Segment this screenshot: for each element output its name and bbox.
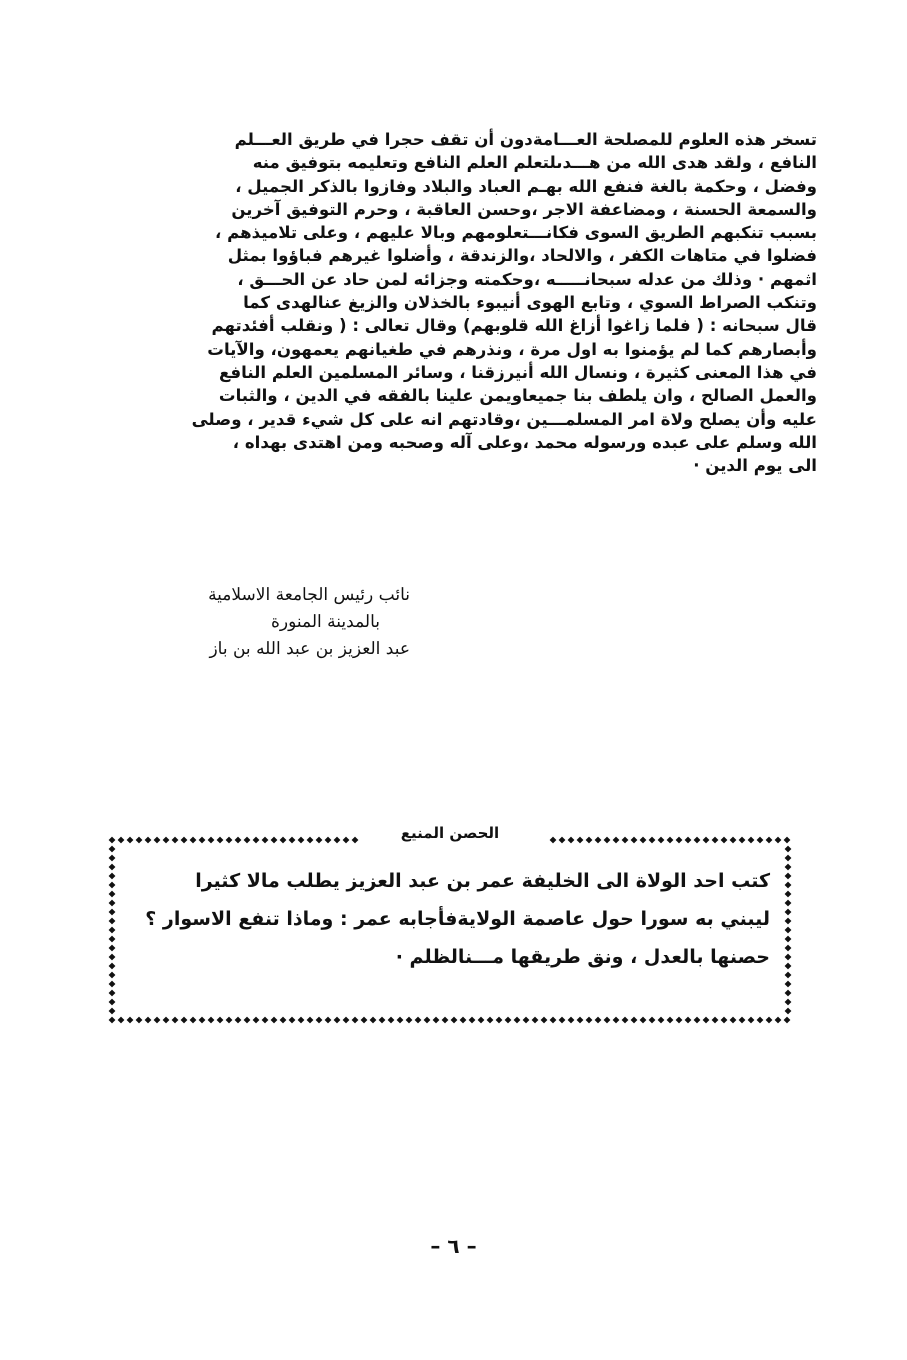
- box-line: حصنها بالعدل ، ونق طريقها مـــنالظلم ·: [395, 946, 770, 968]
- border-diamond: [775, 1017, 782, 1024]
- border-diamond: [109, 963, 116, 970]
- border-diamond: [541, 1017, 548, 1024]
- border-diamond: [550, 1017, 557, 1024]
- paragraph-line: والعمل الصالح ، وان يلطف بنا جميعاويمن علينا بالفقه في الدين ، والثبات: [218, 386, 817, 406]
- paragraph-line: الله وسلم على عبده ورسوله محمد ،وعلى آله وصحبه ومن اهتدى بهداه ،: [232, 432, 817, 452]
- border-diamond: [109, 891, 116, 898]
- main-paragraph: [82, 128, 817, 477]
- paragraph-line: الى يوم الدين ·: [693, 456, 817, 476]
- border-diamond: [154, 1017, 161, 1024]
- border-diamond: [785, 873, 792, 880]
- border-diamond: [785, 954, 792, 961]
- border-diamond: [514, 1017, 521, 1024]
- paragraph-line: تسخر هذه العلوم للمصلحة العـــامةدون أن تقف حجرا في طريق العـــلم: [234, 130, 817, 149]
- border-diamond: [109, 936, 116, 943]
- border-diamond: [523, 1017, 530, 1024]
- border-diamond: [316, 1017, 323, 1024]
- border-diamond: [676, 1017, 683, 1024]
- border-diamond: [109, 909, 116, 916]
- border-diamond: [649, 1017, 656, 1024]
- border-diamond: [244, 1017, 251, 1024]
- border-diamond: [667, 1017, 674, 1024]
- border-diamond: [388, 1017, 395, 1024]
- box-title: [108, 824, 792, 842]
- border-diamond: [785, 999, 792, 1006]
- border-diamond: [109, 1017, 116, 1024]
- border-diamond: [496, 1017, 503, 1024]
- border-diamond: [622, 1017, 629, 1024]
- boxed-anecdote: [108, 824, 792, 1024]
- page-number: – ٦ –: [430, 1234, 477, 1258]
- border-diamond: [730, 1017, 737, 1024]
- box-line: ليبني به سورا حول عاصمة الولايةفأجابه عمر : وماذا تنفع الاسوار ؟: [145, 908, 770, 930]
- border-diamond: [785, 981, 792, 988]
- border-diamond: [352, 1017, 359, 1024]
- border-diamond: [109, 873, 116, 880]
- border-diamond: [721, 1017, 728, 1024]
- border-diamond: [109, 846, 116, 853]
- border-diamond: [190, 1017, 197, 1024]
- border-diamond: [109, 990, 116, 997]
- paragraph-line: عليه وأن يصلح ولاة امر المسلمـــين ،وقادتهم انه على كل شيء قدير ، وصلى: [191, 409, 817, 429]
- border-diamond: [145, 1017, 152, 1024]
- border-diamond: [118, 1017, 125, 1024]
- paragraph-line: بسبب تنكبهم الطريق السوى فكانـــتعلومهم وبالا عليهم ، وعلى تلاميذهم ،: [215, 223, 817, 243]
- border-diamond: [208, 1017, 215, 1024]
- border-diamond: [289, 1017, 296, 1024]
- border-diamond: [217, 1017, 224, 1024]
- border-diamond: [785, 918, 792, 925]
- border-diamond: [785, 1008, 792, 1015]
- border-diamond: [136, 1017, 143, 1024]
- border-diamond: [487, 1017, 494, 1024]
- border-diamond: [478, 1017, 485, 1024]
- border-diamond: [694, 1017, 701, 1024]
- border-diamond: [785, 963, 792, 970]
- signature-title: نائب رئيس الجامعة الاسلامية: [208, 585, 410, 605]
- border-diamond: [613, 1017, 620, 1024]
- border-diamond: [559, 1017, 566, 1024]
- border-diamond: [109, 864, 116, 871]
- border-diamond: [298, 1017, 305, 1024]
- border-diamond: [109, 927, 116, 934]
- box-title-text: الحصن المنيع: [387, 824, 513, 842]
- paragraph-line: في هذا المعنى كثيرة ، ونسال الله أنيرزقنا ، وسائر المسلمين العلم النافع: [218, 362, 817, 382]
- paragraph-line: فضلوا في متاهات الكفر ، والالحاد ،والزندقة ، وأضلوا غيرهم فباؤوا بمثل: [227, 246, 817, 266]
- paragraph-line: وأبصارهم كما لم يؤمنوا به اول مرة ، ونذرهم في طغيانهم يعمهون، والآيات: [207, 339, 817, 359]
- border-diamond: [785, 972, 792, 979]
- border-diamond: [109, 918, 116, 925]
- border-diamond: [469, 1017, 476, 1024]
- border-diamond: [325, 1017, 332, 1024]
- border-diamond: [757, 1017, 764, 1024]
- border-diamond: [604, 1017, 611, 1024]
- border-diamond: [397, 1017, 404, 1024]
- border-diamond: [785, 891, 792, 898]
- border-diamond: [181, 1017, 188, 1024]
- border-diamond: [595, 1017, 602, 1024]
- border-diamond: [109, 900, 116, 907]
- border-diamond: [109, 972, 116, 979]
- box-line: كتب احد الولاة الى الخليفة عمر بن عبد العزيز يطلب مالا كثيرا: [195, 870, 770, 892]
- border-diamond: [415, 1017, 422, 1024]
- border-diamond: [379, 1017, 386, 1024]
- border-diamond: [109, 1008, 116, 1015]
- border-diamond: [784, 1017, 791, 1024]
- border-diamond: [406, 1017, 413, 1024]
- border-diamond: [532, 1017, 539, 1024]
- border-diamond: [172, 1017, 179, 1024]
- border-diamond: [433, 1017, 440, 1024]
- border-diamond: [785, 927, 792, 934]
- border-diamond: [334, 1017, 341, 1024]
- border-diamond: [199, 1017, 206, 1024]
- border-diamond: [712, 1017, 719, 1024]
- border-diamond: [785, 882, 792, 889]
- paragraph-line: اثمهم · وذلك من عدله سبحانـــــه ،وحكمته وجزائه لمن حاد عن الحـــق ،: [237, 269, 817, 289]
- border-diamond: [568, 1017, 575, 1024]
- border-diamond: [109, 981, 116, 988]
- border-diamond: [235, 1017, 242, 1024]
- signature-location: بالمدينة المنورة: [271, 612, 380, 632]
- border-diamond: [586, 1017, 593, 1024]
- border-diamond: [460, 1017, 467, 1024]
- border-diamond: [343, 1017, 350, 1024]
- border-diamond: [785, 855, 792, 862]
- border-diamond: [577, 1017, 584, 1024]
- paragraph-line: والسمعة الحسنة ، ومضاعفة الاجر ،وحسن العاقبة ، وحرم التوفيق آخرين: [231, 199, 817, 219]
- signature-name: عبد العزيز بن عبد الله بن باز: [209, 639, 410, 659]
- border-diamond: [271, 1017, 278, 1024]
- paragraph-line: قال سبحانه : ( فلما زاغوا أزاغ الله قلوبهم) وقال تعالى : ( ونقلب أفئدتهم: [211, 316, 817, 336]
- border-diamond: [785, 864, 792, 871]
- border-diamond: [424, 1017, 431, 1024]
- border-diamond: [307, 1017, 314, 1024]
- border-diamond: [785, 846, 792, 853]
- border-diamond: [640, 1017, 647, 1024]
- paragraph-line: وفضل ، وحكمة بالغة فنفع الله بهـم العباد والبلاد وفازوا بالذكر الجميل ،: [235, 176, 817, 196]
- border-diamond: [748, 1017, 755, 1024]
- paragraph-line: وتنكب الصراط السوي ، وتابع الهوى أنيبوء بالخذلان والزيغ عنالهدى كما: [243, 293, 817, 313]
- border-diamond: [785, 936, 792, 943]
- border-diamond: [785, 909, 792, 916]
- border-diamond: [703, 1017, 710, 1024]
- border-diamond: [766, 1017, 773, 1024]
- border-diamond: [253, 1017, 260, 1024]
- border-diamond: [163, 1017, 170, 1024]
- border-diamond: [685, 1017, 692, 1024]
- border-diamond: [370, 1017, 377, 1024]
- border-diamond: [127, 1017, 134, 1024]
- border-diamond: [109, 954, 116, 961]
- border-diamond: [785, 945, 792, 952]
- border-diamond: [109, 882, 116, 889]
- signature-block: [110, 582, 410, 663]
- border-diamond: [109, 999, 116, 1006]
- border-diamond: [785, 990, 792, 997]
- border-diamond: [785, 900, 792, 907]
- box-body: [130, 862, 770, 976]
- border-diamond: [226, 1017, 233, 1024]
- border-diamond: [739, 1017, 746, 1024]
- border-diamond: [658, 1017, 665, 1024]
- border-diamond: [361, 1017, 368, 1024]
- border-diamond: [451, 1017, 458, 1024]
- border-diamond: [109, 855, 116, 862]
- border-diamond: [442, 1017, 449, 1024]
- border-diamond: [262, 1017, 269, 1024]
- border-diamond: [505, 1017, 512, 1024]
- border-diamond: [280, 1017, 287, 1024]
- paragraph-line: النافع ، ولقد هدى الله من هـــدىلتعلم العلم النافع وتعليمه بتوفيق منه: [252, 153, 817, 173]
- border-diamond: [109, 945, 116, 952]
- border-diamond: [631, 1017, 638, 1024]
